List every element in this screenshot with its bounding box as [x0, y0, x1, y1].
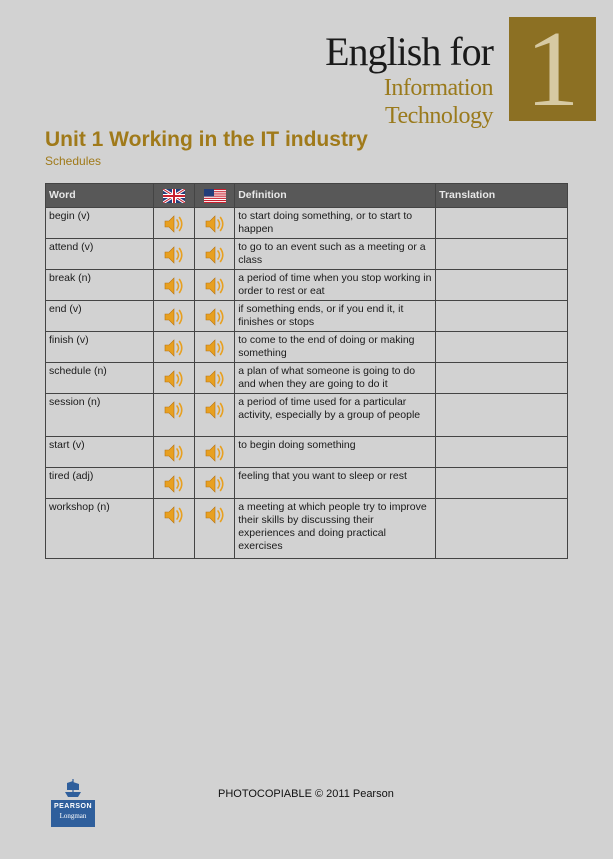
uk-speaker-icon[interactable]	[163, 368, 185, 390]
us-speaker-icon[interactable]	[204, 368, 226, 390]
ship-icon	[64, 778, 82, 798]
us-audio-cell	[194, 332, 234, 363]
uk-audio-cell	[154, 239, 194, 270]
table-row	[46, 468, 568, 499]
table-row	[46, 301, 568, 332]
us-audio-cell	[194, 394, 234, 437]
definition-cell: a meeting at which people try to improve their skills by discussing their experiences and doing practical exercises	[235, 499, 436, 559]
translation-cell[interactable]	[436, 499, 568, 559]
us-audio-cell	[194, 239, 234, 270]
table-row	[46, 437, 568, 468]
translation-cell[interactable]	[436, 301, 568, 332]
translation-cell[interactable]	[436, 437, 568, 468]
table-row	[46, 499, 568, 559]
word-cell: workshop (n)	[46, 499, 154, 559]
definition-cell: feeling that you want to sleep or rest	[235, 468, 436, 499]
definition-cell: to go to an event such as a meeting or a class	[235, 239, 436, 270]
uk-audio-cell	[154, 394, 194, 437]
uk-audio-cell	[154, 301, 194, 332]
us-speaker-icon[interactable]	[204, 275, 226, 297]
uk-speaker-icon[interactable]	[163, 213, 185, 235]
definition-cell: a period of time when you stop working in order to rest or eat	[235, 270, 436, 301]
vocabulary-table	[45, 183, 568, 559]
translation-cell[interactable]	[436, 270, 568, 301]
uk-speaker-icon[interactable]	[163, 473, 185, 495]
word-cell: tired (adj)	[46, 468, 154, 499]
header-definition: Definition	[235, 184, 436, 208]
us-audio-cell	[194, 208, 234, 239]
uk-speaker-icon[interactable]	[163, 504, 185, 526]
word-cell: start (v)	[46, 437, 154, 468]
definition-cell: a period of time used for a particular activity, especially by a group of people	[235, 394, 436, 437]
header-us	[194, 184, 234, 208]
book-title-line1: English for	[325, 29, 493, 74]
table-row	[46, 270, 568, 301]
word-cell: break (n)	[46, 270, 154, 301]
uk-audio-cell	[154, 208, 194, 239]
us-audio-cell	[194, 437, 234, 468]
definition-cell: if something ends, or if you end it, it finishes or stops	[235, 301, 436, 332]
uk-audio-cell	[154, 332, 194, 363]
table-row	[46, 208, 568, 239]
unit-title: Unit 1 Working in the IT industry	[45, 128, 368, 151]
us-speaker-icon[interactable]	[204, 442, 226, 464]
word-cell: begin (v)	[46, 208, 154, 239]
pearson-logo	[51, 778, 95, 828]
pearson-logo-text: PEARSON	[53, 803, 93, 810]
header-uk	[154, 184, 194, 208]
word-cell: end (v)	[46, 301, 154, 332]
book-title	[305, 30, 505, 130]
uk-speaker-icon[interactable]	[163, 275, 185, 297]
translation-cell[interactable]	[436, 332, 568, 363]
uk-audio-cell	[154, 270, 194, 301]
table-header-row	[46, 184, 568, 208]
us-audio-cell	[194, 363, 234, 394]
uk-audio-cell	[154, 363, 194, 394]
us-speaker-icon[interactable]	[204, 213, 226, 235]
level-number: 1	[525, 10, 580, 129]
us-audio-cell	[194, 468, 234, 499]
word-cell: finish (v)	[46, 332, 154, 363]
us-audio-cell	[194, 301, 234, 332]
uk-speaker-icon[interactable]	[163, 306, 185, 328]
table-row	[46, 394, 568, 437]
uk-speaker-icon[interactable]	[163, 399, 185, 421]
us-speaker-icon[interactable]	[204, 399, 226, 421]
header-translation: Translation	[436, 184, 568, 208]
unit-subtitle: Schedules	[45, 154, 102, 168]
definition-cell: a plan of what someone is going to do and when they are going to do it	[235, 363, 436, 394]
table-row	[46, 332, 568, 363]
table-row	[46, 239, 568, 270]
translation-cell[interactable]	[436, 394, 568, 437]
word-cell: session (n)	[46, 394, 154, 437]
us-audio-cell	[194, 499, 234, 559]
translation-cell[interactable]	[436, 468, 568, 499]
definition-cell: to come to the end of doing or making something	[235, 332, 436, 363]
definition-cell: to begin doing something	[235, 437, 436, 468]
level-badge	[509, 10, 596, 129]
uk-speaker-icon[interactable]	[163, 337, 185, 359]
us-audio-cell	[194, 270, 234, 301]
translation-cell[interactable]	[436, 208, 568, 239]
us-speaker-icon[interactable]	[204, 244, 226, 266]
table-row	[46, 363, 568, 394]
longman-logo-text: Longman	[59, 812, 87, 820]
uk-speaker-icon[interactable]	[163, 244, 185, 266]
translation-cell[interactable]	[436, 363, 568, 394]
uk-audio-cell	[154, 437, 194, 468]
pearson-logo-box	[51, 800, 95, 827]
copyright-footer: PHOTOCOPIABLE © 2011 Pearson	[218, 788, 394, 800]
word-cell: attend (v)	[46, 239, 154, 270]
definition-cell: to start doing something, or to start to happen	[235, 208, 436, 239]
uk-audio-cell	[154, 499, 194, 559]
us-speaker-icon[interactable]	[204, 473, 226, 495]
header-word: Word	[46, 184, 154, 208]
us-flag-icon	[204, 189, 226, 203]
translation-cell[interactable]	[436, 239, 568, 270]
book-title-line2: Information Technology	[383, 75, 493, 129]
us-speaker-icon[interactable]	[204, 337, 226, 359]
uk-audio-cell	[154, 468, 194, 499]
uk-flag-icon	[163, 189, 185, 203]
uk-speaker-icon[interactable]	[163, 442, 185, 464]
us-speaker-icon[interactable]	[204, 306, 226, 328]
word-cell: schedule (n)	[46, 363, 154, 394]
us-speaker-icon[interactable]	[204, 504, 226, 526]
